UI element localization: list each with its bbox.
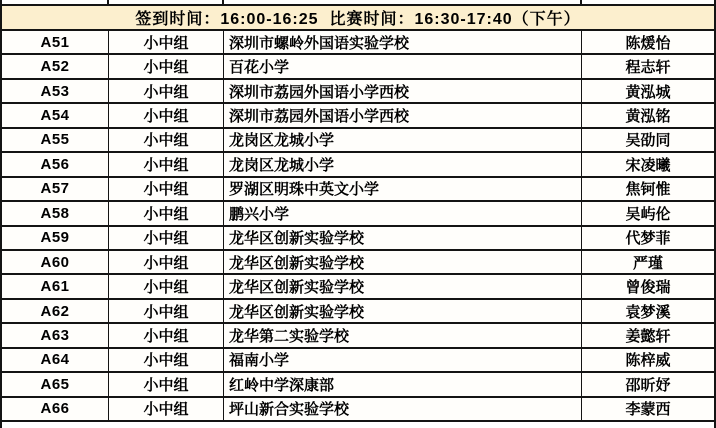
school-cell: 龙华第二实验学校	[224, 324, 582, 346]
contestant-name-cell: 黄泓城	[625, 83, 671, 101]
table-row	[2, 349, 714, 373]
group-cell: 小中组	[109, 104, 224, 126]
contestant-id-cell: A65	[2, 373, 109, 395]
table-row	[2, 129, 714, 153]
contestant-name-cell: 李蒙西	[625, 401, 671, 419]
contestant-id-cell: A61	[2, 275, 109, 297]
contestant-id-cell: A56	[2, 153, 109, 175]
school-cell: 龙华区创新实验学校	[224, 275, 582, 297]
contestant-name-cell: 袁梦溪	[625, 303, 671, 321]
table-row	[2, 31, 714, 55]
contestant-name-cell: 程志轩	[625, 59, 671, 77]
contestant-name-cell: 宋凌曦	[625, 156, 671, 174]
table-row	[2, 178, 714, 202]
school-cell: 深圳市螺岭外国语实验学校	[224, 31, 582, 53]
school-cell: 深圳市荔园外国语小学西校	[224, 80, 582, 102]
contestant-name-cell: 陈梓威	[625, 352, 671, 370]
contestant-name-cell: 严瑾	[632, 254, 663, 272]
school-cell: 龙华区创新实验学校	[224, 300, 582, 322]
table-row	[2, 300, 714, 324]
contestant-id-cell: A63	[2, 324, 109, 346]
session-time-banner	[2, 4, 714, 31]
group-cell: 小中组	[109, 178, 224, 200]
school-cell: 福南小学	[224, 349, 582, 371]
contestant-id-cell: A55	[2, 129, 109, 151]
table-row	[2, 202, 714, 226]
table-row	[2, 80, 714, 104]
school-cell: 龙华区创新实验学校	[224, 227, 582, 249]
contestant-id-cell: A66	[2, 398, 109, 420]
contestant-id-cell: A57	[2, 178, 109, 200]
table-row	[2, 373, 714, 397]
contestant-id-cell: A54	[2, 104, 109, 126]
group-cell: 小中组	[109, 373, 224, 395]
group-cell: 小中组	[109, 202, 224, 224]
school-cell: 坪山新合实验学校	[224, 398, 582, 420]
table-row	[2, 153, 714, 177]
contestant-name-cell: 吴劭同	[625, 132, 671, 150]
contestant-name-cell: 曾俊瑞	[625, 279, 671, 297]
table-row	[2, 251, 714, 275]
school-cell: 鹏兴小学	[224, 202, 582, 224]
session-time-text: 签到时间：16:00-16:25 比赛时间：16:30-17:40（下午）	[135, 11, 581, 28]
contestant-id-cell: A62	[2, 300, 109, 322]
group-cell: 小中组	[109, 349, 224, 371]
table-row	[2, 227, 714, 251]
group-cell: 小中组	[109, 324, 224, 346]
table-row	[2, 398, 714, 422]
school-cell: 红岭中学深康部	[224, 373, 582, 395]
table-row	[2, 104, 714, 128]
group-cell: 小中组	[109, 275, 224, 297]
group-cell: 小中组	[109, 80, 224, 102]
school-cell: 罗湖区明珠中英文小学	[224, 178, 582, 200]
table-row	[2, 324, 714, 348]
school-cell: 龙岗区龙城小学	[224, 129, 582, 151]
school-cell: 龙华区创新实验学校	[224, 251, 582, 273]
group-cell: 小中组	[109, 251, 224, 273]
contestant-id-cell: A58	[2, 202, 109, 224]
contestant-name-cell: 焦钶惟	[625, 181, 671, 199]
contestant-id-cell: A60	[2, 251, 109, 273]
school-cell: 深圳市荔园外国语小学西校	[224, 104, 582, 126]
next-row-remnant	[2, 422, 714, 428]
group-cell: 小中组	[109, 227, 224, 249]
table-row	[2, 55, 714, 79]
contestant-name-cell: 邵昕妤	[625, 376, 671, 394]
group-cell: 小中组	[109, 300, 224, 322]
group-cell: 小中组	[109, 398, 224, 420]
table-row	[2, 275, 714, 299]
roster-table-body	[2, 31, 714, 422]
school-cell: 百花小学	[224, 55, 582, 77]
group-cell: 小中组	[109, 31, 224, 53]
contestant-name-cell: 吴屿伦	[625, 205, 671, 223]
contestant-id-cell: A51	[2, 31, 109, 53]
contestant-id-cell: A64	[2, 349, 109, 371]
contestant-name-cell: 代梦菲	[625, 230, 671, 248]
contestant-name-cell: 陈煖怡	[625, 34, 671, 52]
group-cell: 小中组	[109, 55, 224, 77]
group-cell: 小中组	[109, 129, 224, 151]
group-cell: 小中组	[109, 153, 224, 175]
contestant-name-cell: 姜懿轩	[625, 327, 671, 345]
contestant-id-cell: A52	[2, 55, 109, 77]
contestant-id-cell: A53	[2, 80, 109, 102]
school-cell: 龙岗区龙城小学	[224, 153, 582, 175]
contestant-id-cell: A59	[2, 227, 109, 249]
contestant-name-cell: 黄泓铭	[625, 108, 671, 126]
